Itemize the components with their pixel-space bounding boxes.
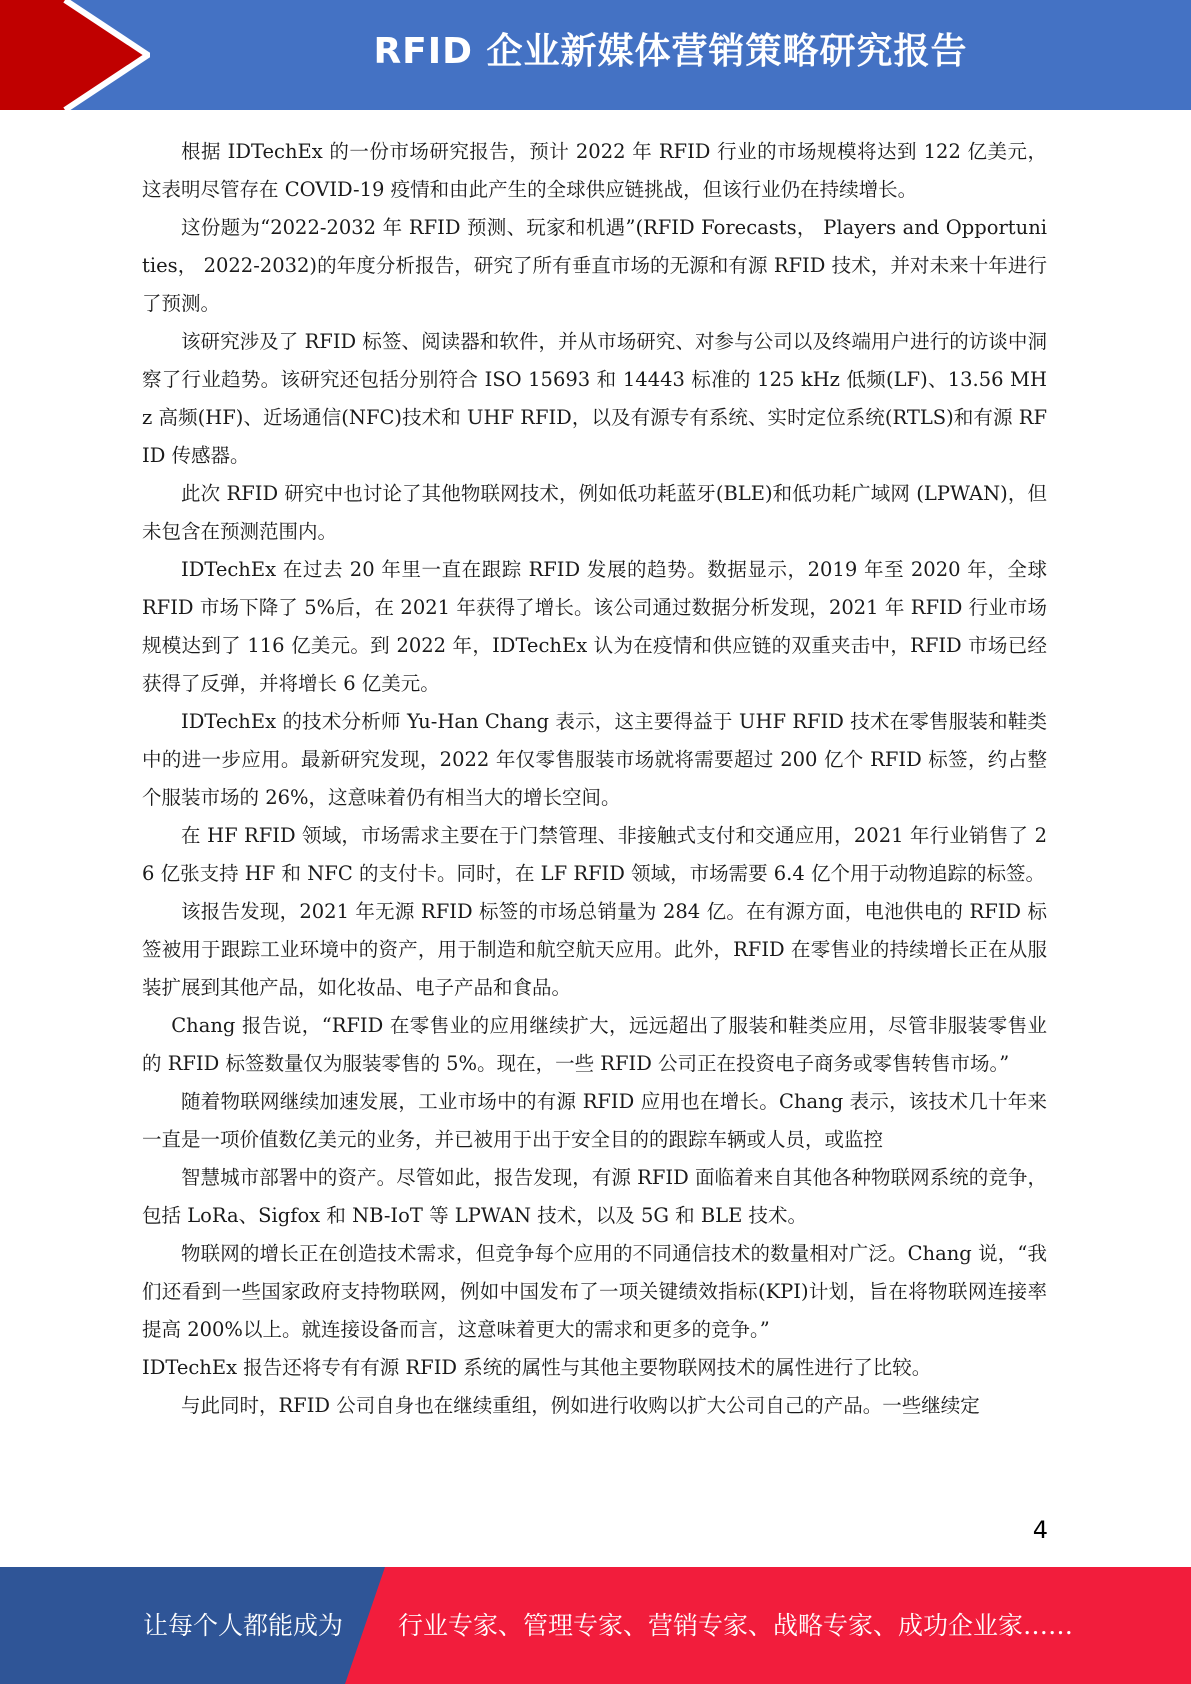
- red-chevron-decoration: [0, 0, 150, 110]
- paragraph: 此次 RFID 研究中也讨论了其他物联网技术，例如低功耗蓝牙(BLE)和低功耗广域网 (LPWAN)，但未包含在预测范围内。: [142, 482, 1047, 543]
- footer-slogan-right: 行业专家、管理专家、营销专家、战略专家、成功企业家……: [398, 1611, 1074, 1640]
- report-title: RFID 企业新媒体营销策略研究报告: [373, 31, 968, 72]
- footer-slogan-left: 让每个人都能成为: [143, 1611, 344, 1640]
- page-footer: [0, 1567, 1191, 1684]
- paragraph: 与此同时，RFID 公司自身也在继续重组，例如进行收购以扩大公司自己的产品。一些继续定: [181, 1394, 980, 1417]
- paragraph: 物联网的增长正在创造技术需求，但竞争每个应用的不同通信技术的数量相对广泛。Chang 说，“我们还看到一些国家政府支持物联网，例如中国发布了一项关键绩效指标(KPI)计划，旨在将物联网连接率提高 200%以上。就连接设备而言，这意味着更大的需求和更多的竞争。”: [142, 1242, 1047, 1341]
- paragraph: 这份题为“2022-2032 年 RFID 预测、玩家和机遇”(RFID Forecasts， Players and Opportunities， 2022-2032)的年度分析报告，研究了所有垂直市场的无源和有源 RFID 技术，并对未来十年进行了预测。: [142, 216, 1047, 315]
- paragraph: IDTechEx 在过去 20 年里一直在跟踪 RFID 发展的趋势。数据显示，2019 年至 2020 年，全球 RFID 市场下降了 5%后，在 2021 年获得了增长。该公司通过数据分析发现，2021 年 RFID 行业市场规模达到了 116 亿美元。到 2022 年，IDTechEx 认为在疫情和供应链的双重夹击中，RFID 市场已经获得了反弹，并将增长 6 亿美元。: [142, 558, 1047, 695]
- paragraph: IDTechEx 报告还将专有有源 RFID 系统的属性与其他主要物联网技术的属性进行了比较。: [142, 1356, 932, 1379]
- page-number: 4: [1032, 1516, 1048, 1544]
- paragraph: 该报告发现，2021 年无源 RFID 标签的市场总销量为 284 亿。在有源方面，电池供电的 RFID 标签被用于跟踪工业环境中的资产，用于制造和航空航天应用。此外，RFID 在零售业的持续增长正在从服装扩展到其他产品，如化妆品、电子产品和食品。: [142, 900, 1047, 999]
- paragraph: IDTechEx 的技术分析师 Yu-Han Chang 表示，这主要得益于 UHF RFID 技术在零售服装和鞋类中的进一步应用。最新研究发现，2022 年仅零售服装市场就将需要超过 200 亿个 RFID 标签，约占整个服装市场的 26%，这意味着仍有相当大的增长空间。: [142, 710, 1047, 809]
- paragraph: 在 HF RFID 领域，市场需求主要在于门禁管理、非接触式支付和交通应用，2021 年行业销售了 26 亿张支持 HF 和 NFC 的支付卡。同时，在 LF RFID 领域，市场需要 6.4 亿个用于动物追踪的标签。: [142, 824, 1047, 885]
- paragraph: Chang 报告说，“RFID 在零售业的应用继续扩大，远远超出了服装和鞋类应用，尽管非服装零售业的 RFID 标签数量仅为服装零售的 5%。现在，一些 RFID 公司正在投资电子商务或零售转售市场。”: [142, 1014, 1047, 1075]
- page-header: [0, 0, 1191, 110]
- paragraph: 随着物联网继续加速发展，工业市场中的有源 RFID 应用也在增长。Chang 表示，该技术几十年来一直是一项价值数亿美元的业务，并已被用于出于安全目的的跟踪车辆或人员，或监控: [142, 1090, 1047, 1151]
- paragraph: 该研究涉及了 RFID 标签、阅读器和软件，并从市场研究、对参与公司以及终端用户进行的访谈中洞察了行业趋势。该研究还包括分别符合 ISO 15693 和 14443 标准的 125 kHz 低频(LF)、13.56 MHz 高频(HF)、近场通信(NFC)技术和 UHF RFID，以及有源专有系统、实时定位系统(RTLS)和有源 RFID 传感器。: [142, 330, 1047, 467]
- paragraph: 智慧城市部署中的资产。尽管如此，报告发现，有源 RFID 面临着来自其他各种物联网系统的竞争，包括 LoRa、Sigfox 和 NB-IoT 等 LPWAN 技术，以及 5G 和 BLE 技术。: [142, 1166, 1047, 1227]
- paragraph: 根据 IDTechEx 的一份市场研究报告，预计 2022 年 RFID 行业的市场规模将达到 122 亿美元，这表明尽管存在 COVID-19 疫情和由此产生的全球供应链挑战，但该行业仍在持续增长。: [142, 140, 1047, 201]
- report-body: [142, 133, 1047, 1425]
